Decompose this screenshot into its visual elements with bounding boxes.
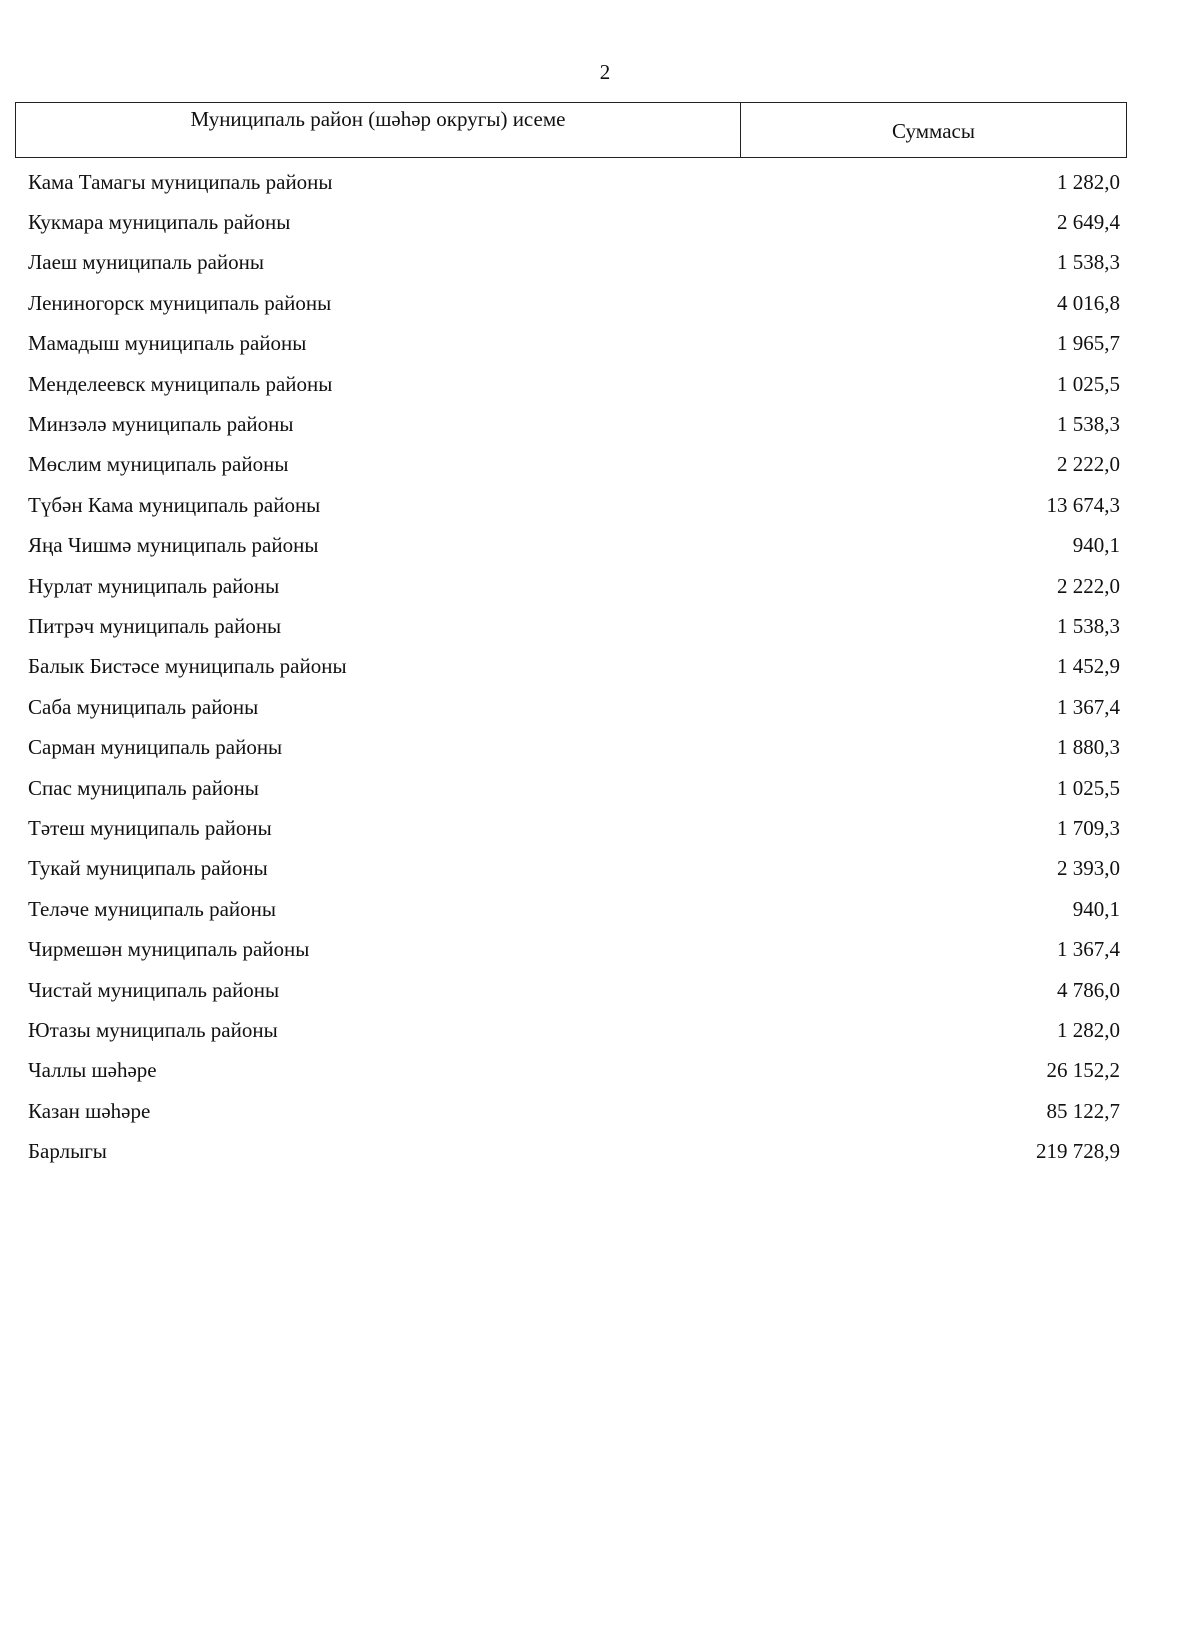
row-amount: 1 367,4 — [1057, 937, 1120, 962]
row-amount: 1 025,5 — [1057, 371, 1120, 396]
table-row — [28, 485, 1120, 525]
row-amount: 1 025,5 — [1057, 775, 1120, 800]
table-row — [28, 647, 1120, 687]
table-row — [28, 445, 1120, 485]
row-name: Лениногорск муниципаль районы — [28, 290, 332, 315]
row-name: Лаеш муниципаль районы — [28, 250, 265, 275]
table-row — [28, 768, 1120, 808]
table-row — [28, 404, 1120, 444]
table-row — [28, 808, 1120, 848]
row-name: Минзәлә муниципаль районы — [28, 412, 294, 437]
row-amount: 26 152,2 — [1046, 1058, 1120, 1083]
row-amount: 1 538,3 — [1057, 613, 1120, 638]
row-name: Ютазы муниципаль районы — [28, 1017, 278, 1042]
row-amount: 2 649,4 — [1057, 210, 1120, 235]
row-amount: 2 222,0 — [1057, 452, 1120, 477]
row-name: Питрәч муниципаль районы — [28, 613, 282, 638]
row-name: Чистай муниципаль районы — [28, 977, 280, 1002]
table-row — [28, 929, 1120, 969]
row-amount: 940,1 — [1072, 896, 1120, 921]
table-row — [28, 364, 1120, 404]
table-row — [28, 324, 1120, 364]
table-row — [28, 202, 1120, 242]
row-name: Нурлат муниципаль районы — [28, 573, 280, 598]
table-row — [28, 727, 1120, 767]
row-amount: 219 728,9 — [1036, 1139, 1120, 1164]
row-name: Тукай муниципаль районы — [28, 856, 268, 881]
table-row — [28, 1131, 1120, 1171]
column-header-name: Муниципаль район (шәһәр округы) исеме — [16, 103, 741, 157]
table-row — [28, 970, 1120, 1010]
row-amount: 1 538,3 — [1057, 412, 1120, 437]
table-row — [28, 162, 1120, 202]
row-name: Кама Тамагы муниципаль районы — [28, 169, 333, 194]
row-amount: 4 016,8 — [1057, 290, 1120, 315]
table-row — [28, 889, 1120, 929]
row-name: Мамадыш муниципаль районы — [28, 331, 307, 356]
row-amount: 1 452,9 — [1057, 654, 1120, 679]
column-header-sum: Суммасы — [892, 119, 975, 143]
row-name: Саба муниципаль районы — [28, 694, 259, 719]
row-amount: 1 367,4 — [1057, 694, 1120, 719]
table-row — [28, 1091, 1120, 1131]
row-amount: 85 122,7 — [1046, 1098, 1120, 1123]
row-amount: 2 222,0 — [1057, 573, 1120, 598]
row-name: Чирмешән муниципаль районы — [28, 937, 310, 962]
row-amount: 1 282,0 — [1057, 169, 1120, 194]
row-amount: 4 786,0 — [1057, 977, 1120, 1002]
row-name: Теләче муниципаль районы — [28, 896, 276, 921]
table-row — [28, 1051, 1120, 1091]
table-row — [28, 243, 1120, 283]
row-amount: 1 880,3 — [1057, 735, 1120, 760]
table-row — [28, 566, 1120, 606]
row-name: Балык Бистәсе муниципаль районы — [28, 654, 347, 679]
table-row — [28, 687, 1120, 727]
row-amount: 1 965,7 — [1057, 331, 1120, 356]
row-amount: 13 674,3 — [1046, 492, 1120, 517]
row-name: Спас муниципаль районы — [28, 775, 259, 800]
row-name: Яңа Чишмә муниципаль районы — [28, 533, 319, 558]
table-row — [28, 849, 1120, 889]
table-row — [28, 606, 1120, 646]
row-name: Түбән Кама муниципаль районы — [28, 492, 321, 517]
row-amount: 1 538,3 — [1057, 250, 1120, 275]
row-name: Чаллы шәһәре — [28, 1058, 157, 1083]
page-number: 2 — [599, 60, 611, 84]
row-name: Мөслим муниципаль районы — [28, 452, 289, 477]
table-header — [15, 102, 1127, 158]
row-amount: 940,1 — [1072, 533, 1120, 558]
table-body — [28, 162, 1120, 1172]
table-row — [28, 1010, 1120, 1050]
table-row — [28, 526, 1120, 566]
row-name: Казан шәһәре — [28, 1098, 151, 1123]
row-name: Тәтеш муниципаль районы — [28, 815, 272, 840]
row-amount: 1 282,0 — [1057, 1017, 1120, 1042]
row-name: Кукмара муниципаль районы — [28, 210, 291, 235]
row-name: Сарман муниципаль районы — [28, 735, 283, 760]
table-row — [28, 283, 1120, 323]
row-name: Барлыгы — [28, 1139, 107, 1164]
row-name: Менделеевск муниципаль районы — [28, 371, 333, 396]
row-amount: 1 709,3 — [1057, 815, 1120, 840]
row-amount: 2 393,0 — [1057, 856, 1120, 881]
